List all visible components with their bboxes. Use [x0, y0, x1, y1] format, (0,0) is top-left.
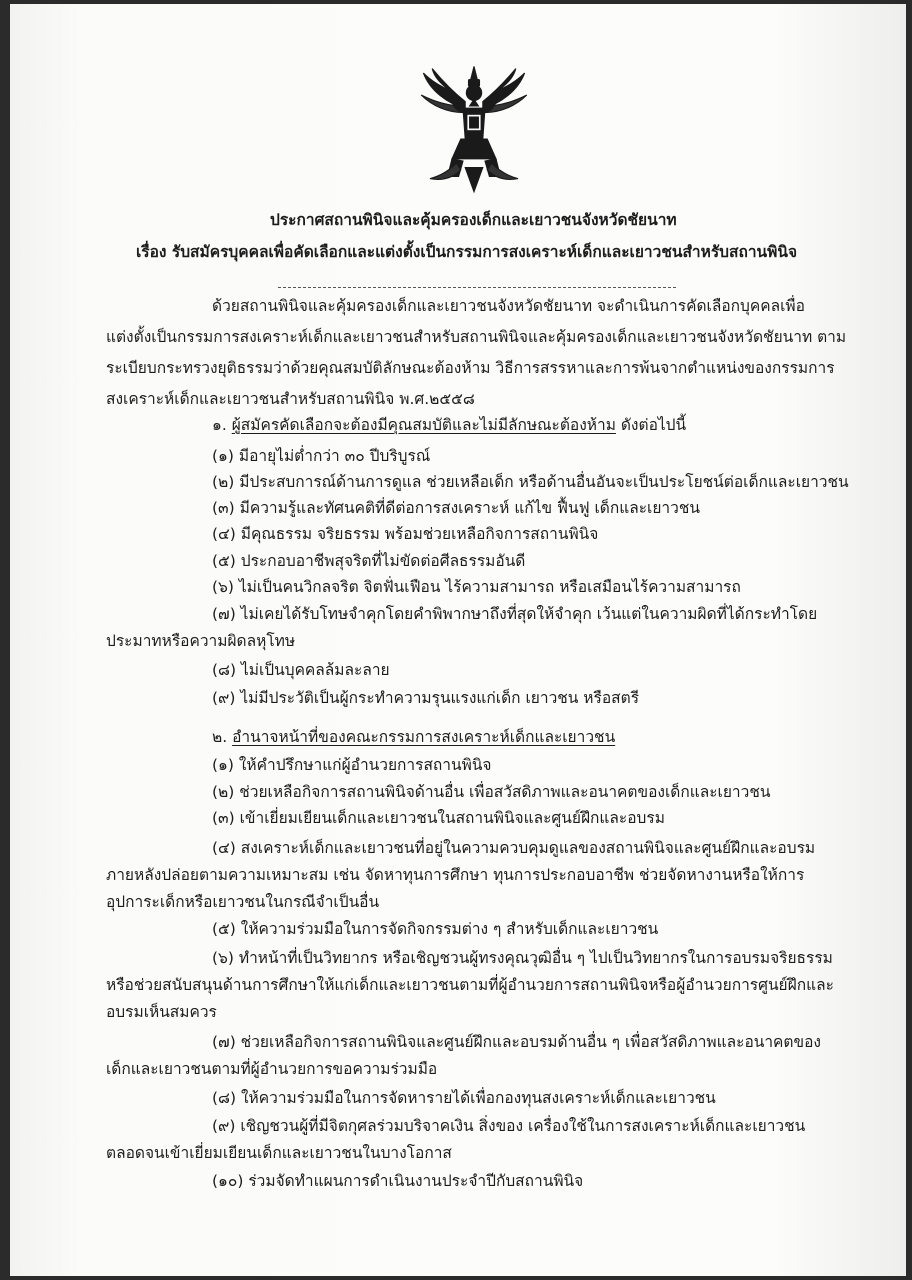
section2-item: ตลอดจนเข้าเยี่ยมเยียนเด็กและเยาวชนในบางโอกาส [106, 1144, 452, 1162]
section2-heading [212, 727, 615, 747]
section2-item: ภายหลังปล่อยตามความเหมาะสม เช่น จัดหาทุนการศึกษา ทุนการประกอบอาชีพ ช่วยจัดหางานหรือให้การ [106, 866, 805, 884]
document-page [10, 4, 906, 1276]
section2-item: หรือช่วยสนับสนุนด้านการศึกษาให้แก่เด็กและเยาวชนตามที่ผู้อำนวยการสถานพินิจหรือผู้อำนวยการศูนย์ฝึกและ [106, 976, 834, 994]
intro-line: แต่งตั้งเป็นกรรมการสงเคราะห์เด็กและเยาวชนสำหรับสถานพินิจและคุ้มครองเด็กและเยาวชนจังหวัดชัยนาท ตาม [106, 328, 847, 346]
intro-line: ด้วยสถานพินิจและคุ้มครองเด็กและเยาวชนจังหวัดชัยนาท จะดำเนินการคัดเลือกบุคคลเพื่อ [212, 297, 805, 315]
section1-item: (๗) ไม่เคยได้รับโทษจำคุกโดยคำพิพากษาถึงที่สุดให้จำคุก เว้นแต่ในความผิดที่ได้กระทำโดย [212, 605, 818, 623]
intro-line: ระเบียบกระทรวงยุติธรรมว่าด้วยคุณสมบัติลักษณะต้องห้าม วิธีการสรรหาและการพ้นจากตำแหน่งของกรรมการ [106, 359, 835, 377]
section2-heading-text: อำนาจหน้าที่ของคณะกรรมการสงเคราะห์เด็กและเยาวชน [232, 728, 616, 746]
section1-number: ๑. [212, 416, 227, 434]
garuda-emblem-icon [408, 62, 540, 194]
section1-item: ประมาทหรือความผิดลหุโทษ [106, 632, 296, 650]
section1-item: (๓) มีความรู้และทัศนคติที่ดีต่อการสงเคราะห์ แก้ไข ฟื้นฟู เด็กและเยาวชน [212, 499, 700, 517]
section2-item: (๑๐) ร่วมจัดทำแผนการดำเนินงานประจำปีกับสถานพินิจ [212, 1172, 584, 1190]
section1-item: (๔) มีคุณธรรม จริยธรรม พร้อมช่วยเหลือกิจการสถานพินิจ [212, 525, 599, 543]
section2-item: อบรมเห็นสมควร [106, 1003, 217, 1021]
intro-line: สงเคราะห์เด็กและเยาวชนสำหรับสถานพินิจ พ.ศ.๒๕๕๘ [106, 390, 475, 408]
section1-item: (๕) ประกอบอาชีพสุจริตที่ไม่ขัดต่อศีลธรรมอันดี [212, 552, 526, 570]
section1-item: (๖) ไม่เป็นคนวิกลจริต จิตฟั่นเฟือน ไร้ความสามารถ หรือเสมือนไร้ความสามารถ [212, 578, 741, 596]
document-subject: เรื่อง รับสมัครบุคคลเพื่อคัดเลือกและแต่งตั้งเป็นกรรมการสงเคราะห์เด็กและเยาวชนสำหรับสถานพินิจ [136, 243, 798, 261]
section2-item: (๒) ช่วยเหลือกิจการสถานพินิจด้านอื่น เพื่อสวัสดิภาพและอนาคตของเด็กและเยาวชน [212, 783, 771, 801]
section2-item: (๖) ทำหน้าที่เป็นวิทยากร หรือเชิญชวนผู้ทรงคุณวุฒิอื่น ๆ ไปเป็นวิทยากรในการอบรมจริยธรรม [212, 949, 833, 967]
section2-item: (๘) ให้ความร่วมมือในการจัดหารายได้เพื่อกองทุนสงเคราะห์เด็กและเยาวชน [212, 1089, 716, 1107]
section1-heading [212, 415, 686, 435]
section1-suffix: ดังต่อไปนี้ [615, 416, 687, 434]
section1-item: (๙) ไม่มีประวัติเป็นผู้กระทำความรุนแรงแก่เด็ก เยาวชน หรือสตรี [212, 689, 640, 707]
section2-item: (๑) ให้คำปรึกษาแก่ผู้อำนวยการสถานพินิจ [212, 756, 492, 774]
section1-item: (๘) ไม่เป็นบุคคลล้มละลาย [212, 661, 390, 679]
document-title: ประกาศสถานพินิจและคุ้มครองเด็กและเยาวชนจังหวัดชัยนาท [270, 211, 677, 229]
section1-item: (๒) มีประสบการณ์ด้านการดูแล ช่วยเหลือเด็ก หรือด้านอื่นอันจะเป็นประโยชน์ต่อเด็กและเยาวชน [212, 473, 849, 491]
section2-item: อุปการะเด็กหรือเยาวชนในกรณีจำเป็นอื่น [106, 893, 380, 911]
title-divider [278, 287, 676, 288]
section2-number: ๒. [212, 728, 228, 746]
section2-item: (๙) เชิญชวนผู้ที่มีจิตกุศลร่วมบริจาคเงิน สิ่งของ เครื่องใช้ในการสงเคราะห์เด็กและเยาวชน [212, 1117, 806, 1135]
section2-item: (๕) ให้ความร่วมมือในการจัดกิจกรรมต่าง ๆ สำหรับเด็กและเยาวชน [212, 920, 659, 938]
section2-item: (๗) ช่วยเหลือกิจการสถานพินิจและศูนย์ฝึกและอบรมด้านอื่น ๆ เพื่อสวัสดิภาพและอนาคตของ [212, 1033, 821, 1051]
section1-item: (๑) มีอายุไม่ต่ำกว่า ๓๐ ปีบริบูรณ์ [212, 447, 431, 465]
section1-heading-text: ผู้สมัครคัดเลือกจะต้องมีคุณสมบัติและไม่มีลักษณะต้องห้าม [231, 416, 616, 434]
section2-item: เด็กและเยาวชนตามที่ผู้อำนวยการขอความร่วมมือ [106, 1060, 438, 1078]
section2-item: (๔) สงเคราะห์เด็กและเยาวชนที่อยู่ในความควบคุมดูแลของสถานพินิจและศูนย์ฝึกและอบรม [212, 839, 816, 857]
section2-item: (๓) เข้าเยี่ยมเยียนเด็กและเยาวชนในสถานพินิจและศูนย์ฝึกและอบรม [212, 809, 665, 827]
